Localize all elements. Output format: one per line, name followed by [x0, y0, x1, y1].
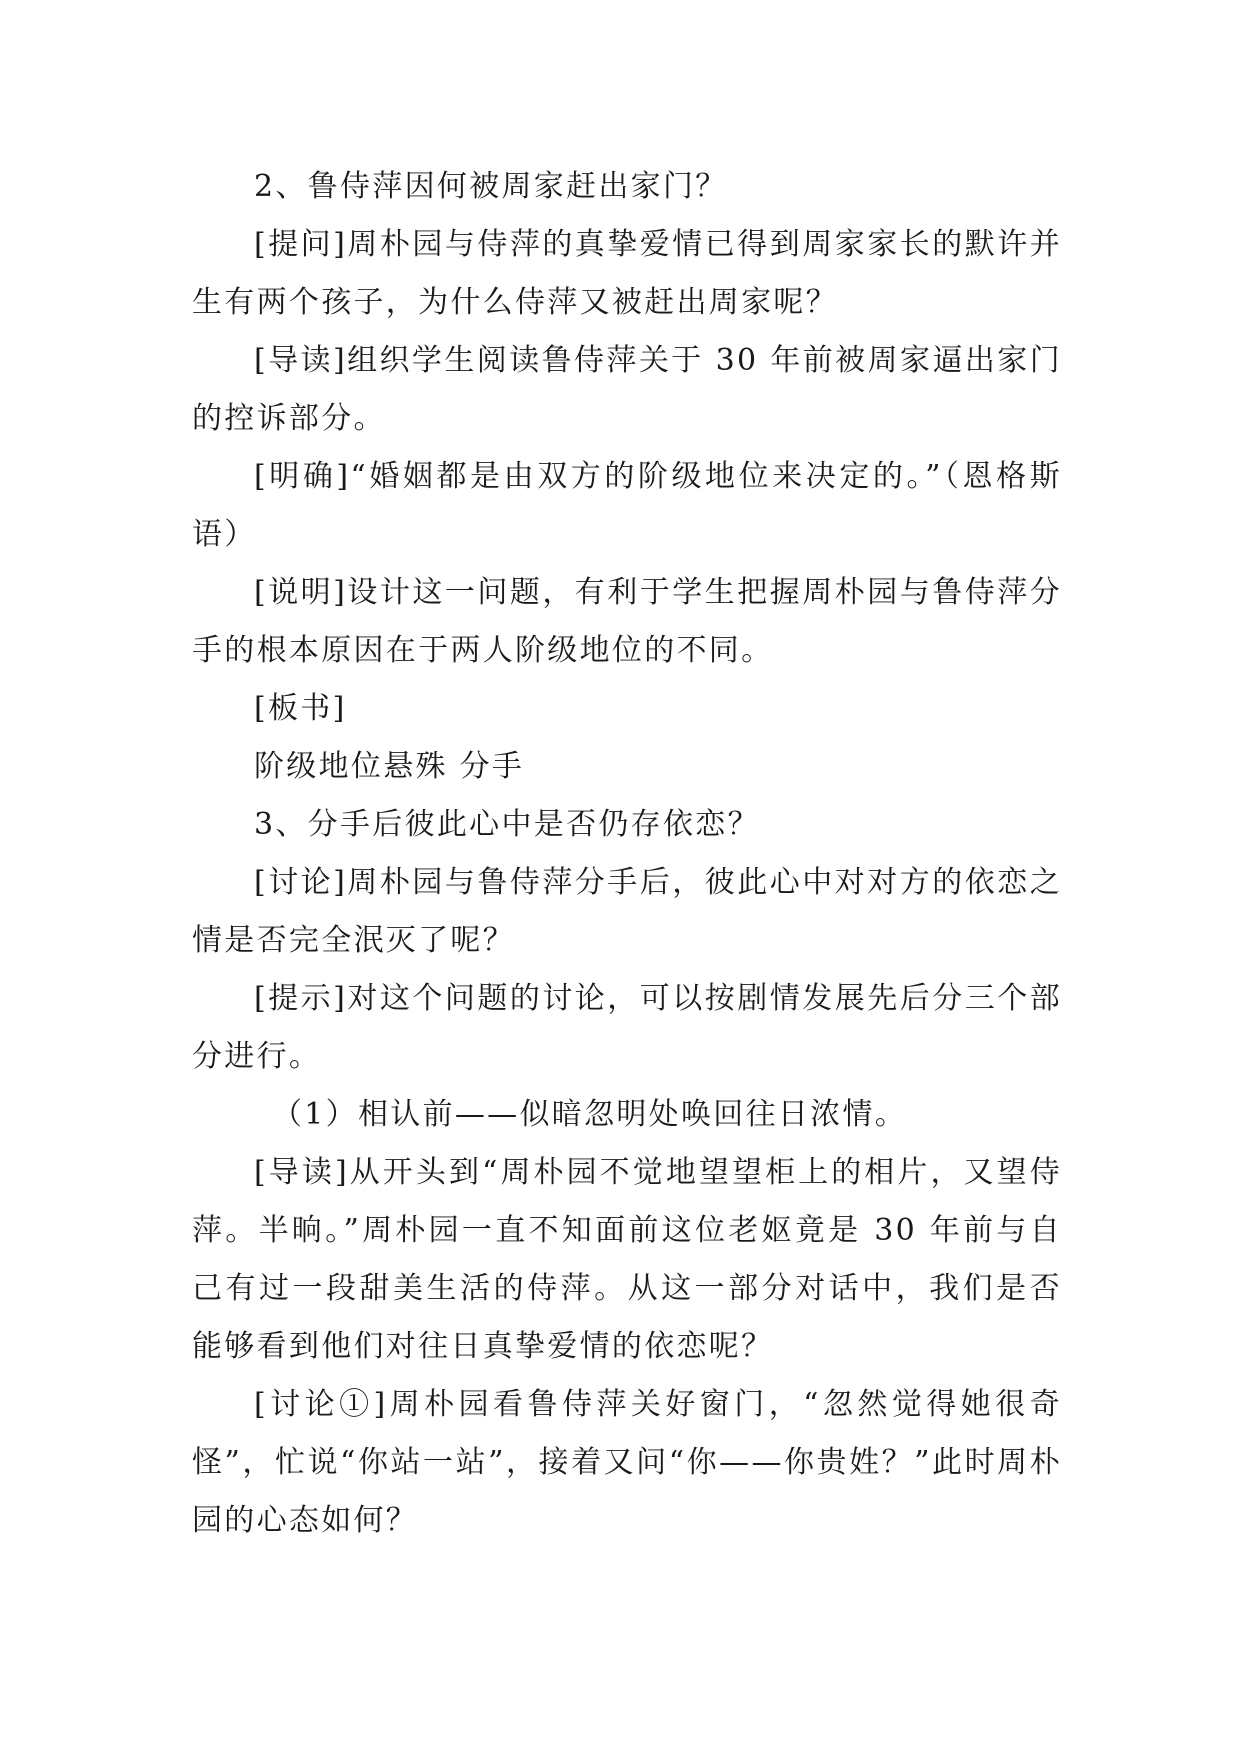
section-heading-2: 2、鲁侍萍因何被周家赶出家门？ [254, 169, 728, 204]
clarification-paragraph: [明确]“婚姻都是由双方的阶级地位来决定的。”（恩格斯语） [192, 459, 1062, 552]
section-heading-3: 3、分手后彼此心中是否仍存依恋？ [254, 807, 760, 842]
blackboard-label: [板书] [254, 691, 347, 726]
explanation-paragraph: [说明]设计这一问题，有利于学生把握周朴园与鲁侍萍分手的根本原因在于两人阶级地位的不同。 [192, 575, 1062, 668]
question-paragraph: [提问]周朴园与侍萍的真挚爱情已得到周家家长的默许并生有两个孩子，为什么侍萍又被赶出周家呢？ [192, 227, 1062, 320]
discussion-1-paragraph: [讨论①]周朴园看鲁侍萍关好窗门，“忽然觉得她很奇怪”，忙说“你站一站”，接着又问“你——你贵姓？”此时周朴园的心态如何？ [192, 1387, 1062, 1538]
reading-guide-paragraph-2: [导读]从开头到“周朴园不觉地望望柜上的相片，又望侍萍。半晌。”周朴园一直不知面前这位老妪竟是 30 年前与自己有过一段甜美生活的侍萍。从这一部分对话中，我们是否能够看到他们对往日真挚爱情的依恋呢？ [192, 1155, 1062, 1364]
discussion-paragraph: [讨论]周朴园与鲁侍萍分手后，彼此心中对对方的依恋之情是否完全泯灭了呢？ [192, 865, 1062, 958]
hint-paragraph: [提示]对这个问题的讨论，可以按剧情发展先后分三个部分进行。 [192, 981, 1062, 1074]
document-body [192, 158, 1062, 1550]
subsection-heading-1: （1）相认前——似暗忽明处唤回往日浓情。 [272, 1097, 908, 1132]
reading-guide-paragraph: [导读]组织学生阅读鲁侍萍关于 30 年前被周家逼出家门的控诉部分。 [192, 343, 1062, 436]
blackboard-content: 阶级地位悬殊 分手 [254, 749, 525, 784]
